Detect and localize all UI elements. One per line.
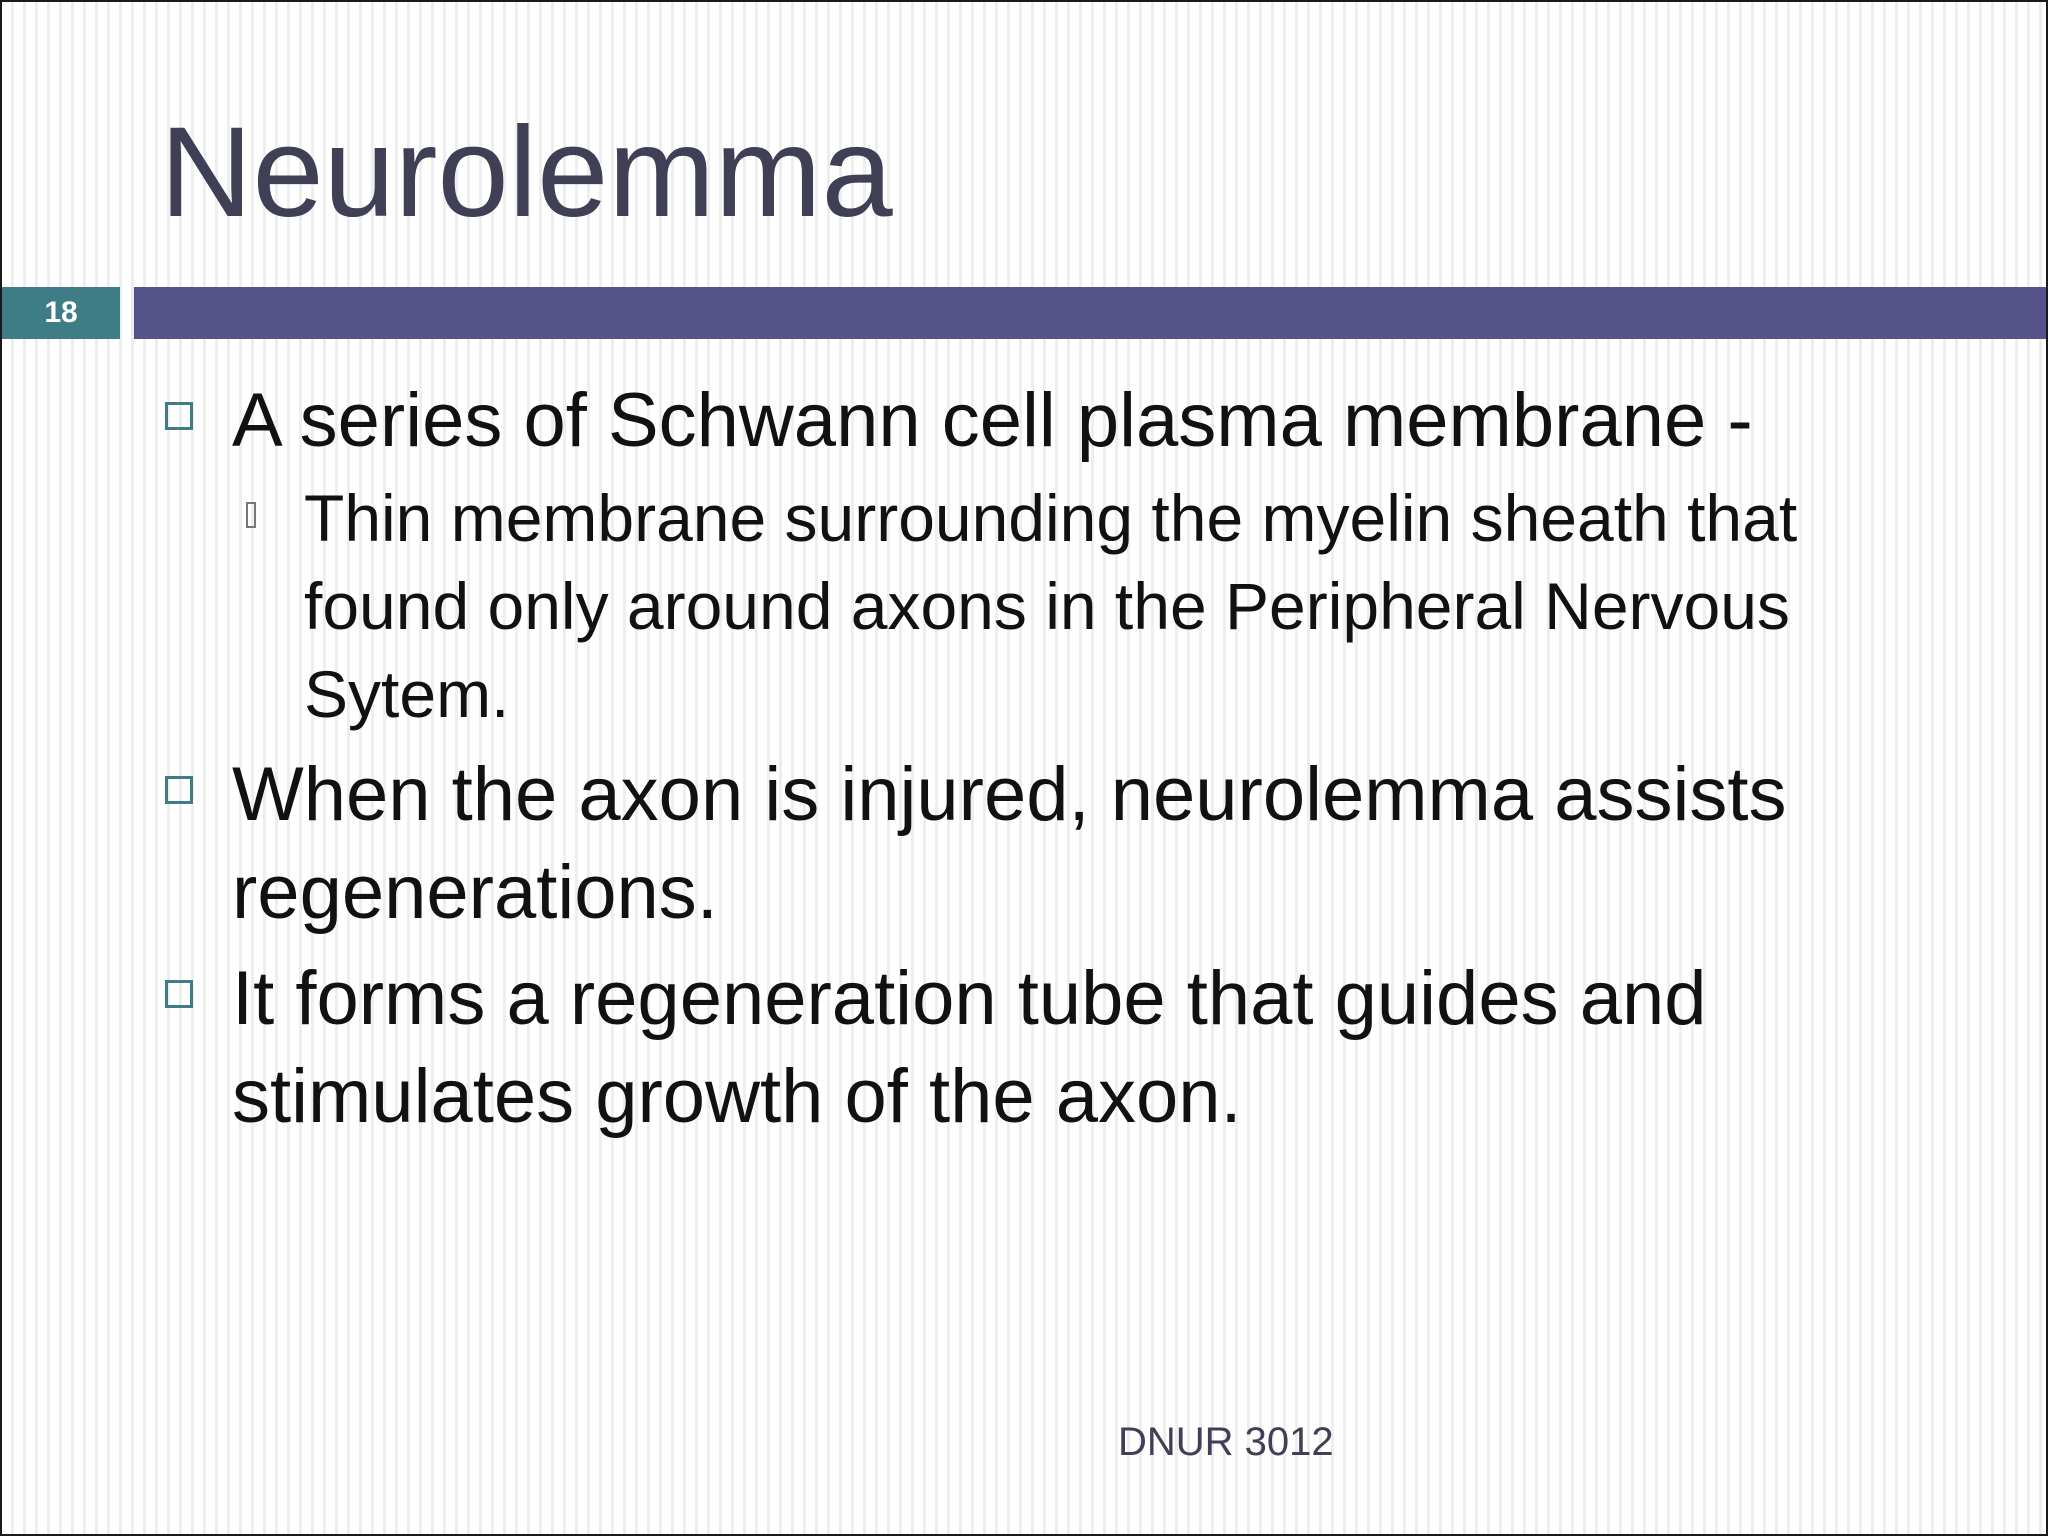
bullet-item bbox=[162, 746, 1962, 942]
bullet-text: It forms a regeneration tube that guides and stimulates growth of the axon. bbox=[232, 956, 1707, 1139]
square-bullet-icon bbox=[165, 980, 193, 1008]
bullet-item bbox=[162, 950, 1962, 1146]
square-bullet-icon bbox=[165, 402, 193, 430]
sub-bullet-text: Thin membrane surrounding the myelin sheath that found only around axons in the Peripheral Nervous Sytem. bbox=[304, 481, 1798, 731]
slide-footer: DNUR 3012 bbox=[1118, 1420, 1334, 1464]
square-bullet-icon bbox=[165, 776, 193, 804]
bullet-text: When the axon is injured, neurolemma assists regenerations. bbox=[232, 752, 1787, 935]
missing-glyph-icon bbox=[246, 502, 256, 528]
slide-number: 18 bbox=[2, 287, 120, 339]
sub-bullet-item bbox=[234, 474, 1962, 738]
bullet-item bbox=[162, 372, 1962, 470]
slide-content bbox=[162, 372, 1962, 1146]
slide-title: Neurolemma bbox=[160, 101, 893, 244]
title-divider-bar bbox=[134, 287, 2048, 339]
bullet-text: A series of Schwann cell plasma membrane - bbox=[232, 378, 1753, 463]
